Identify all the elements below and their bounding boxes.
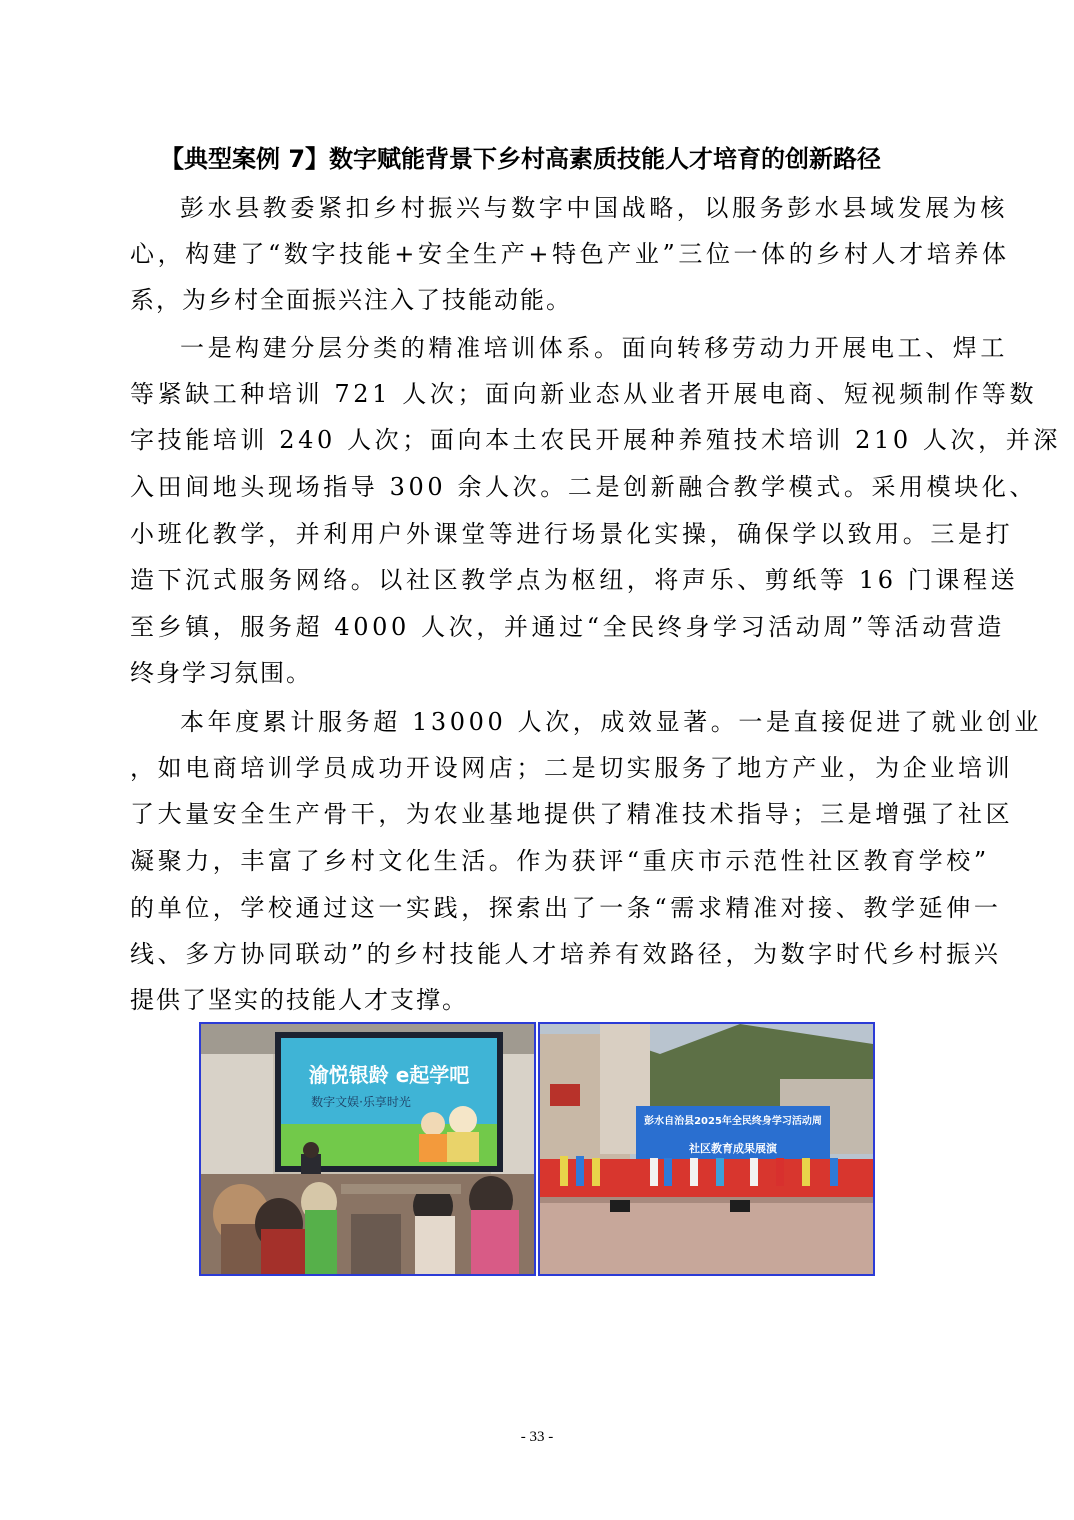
page-number: - 33 - [520,1429,554,1445]
paragraph-3-line: 凝聚力，丰富了乡村文化生活。作为获评“重庆市示范性社区教育学校” [130,847,990,875]
paragraph-3-line: 的单位，学校通过这一实践，探索出了一条“需求精准对接、教学延伸一 [130,894,1002,922]
paragraph-1-line: 系，为乡村全面振兴注入了技能动能。 [130,286,572,314]
screen-title: 渝悦银龄 e起学吧 [308,1063,470,1087]
banner-title: 彭水自治县2025年全民终身学习活动周 [644,1116,822,1127]
paragraph-1-line: 心，构建了“数字技能+安全生产+特色产业”三位一体的乡村人才培养体 [130,240,1010,268]
paragraph-1-line: 彭水县教委紧扣乡村振兴与数字中国战略，以服务彭水县域发展为核 [180,194,1008,222]
banner-subtitle: 社区教育成果展演 [689,1142,777,1155]
paragraph-3-line: 了大量安全生产骨干，为农业基地提供了精准技术指导；三是增强了社区 [130,800,1014,828]
paragraph-3-line: 提供了坚实的技能人才支撑。 [130,986,468,1014]
performance-photo [538,1022,875,1276]
paragraph-2-line: 终身学习氛围。 [130,659,312,687]
paragraph-2-line: 入田间地头现场指导 300 余人次。二是创新融合教学模式。采用模块化、 [130,473,1038,501]
paragraph-2-line: 小班化教学，并利用户外课堂等进行场景化实操，确保学以致用。三是打 [130,520,1014,548]
photo-row [199,1022,875,1276]
paragraph-2-line: 一是构建分层分类的精准培训体系。面向转移劳动力开展电工、焊工 [180,334,1008,362]
paragraph-2-line: 造下沉式服务网络。以社区教学点为枢纽，将声乐、剪纸等 16 门课程送 [130,566,1019,594]
paragraph-3-line: 线、多方协同联动”的乡村技能人才培养有效路径，为数字时代乡村振兴 [130,940,1002,968]
paragraph-2-line: 至乡镇，服务超 4000 人次，并通过“全民终身学习活动周”等活动营造 [130,613,1005,641]
paragraph-3-line: 本年度累计服务超 13000 人次，成效显著。一是直接促进了就业创业 [180,708,1043,736]
screen-subtitle: 数字文娱·乐享时光 [311,1095,411,1109]
classroom-photo [199,1022,536,1276]
paragraph-2-line: 字技能培训 240 人次；面向本土农民开展种养殖技术培训 210 人次，并深 [130,426,1061,454]
paragraph-3-line: ，如电商培训学员成功开设网店；二是切实服务了地方产业，为企业培训 [130,754,1014,782]
paragraph-2-line: 等紧缺工种培训 721 人次；面向新业态从业者开展电商、短视频制作等数 [130,380,1038,408]
case-title: 【典型案例 7】数字赋能背景下乡村高素质技能人才培育的创新路径 [160,145,882,173]
